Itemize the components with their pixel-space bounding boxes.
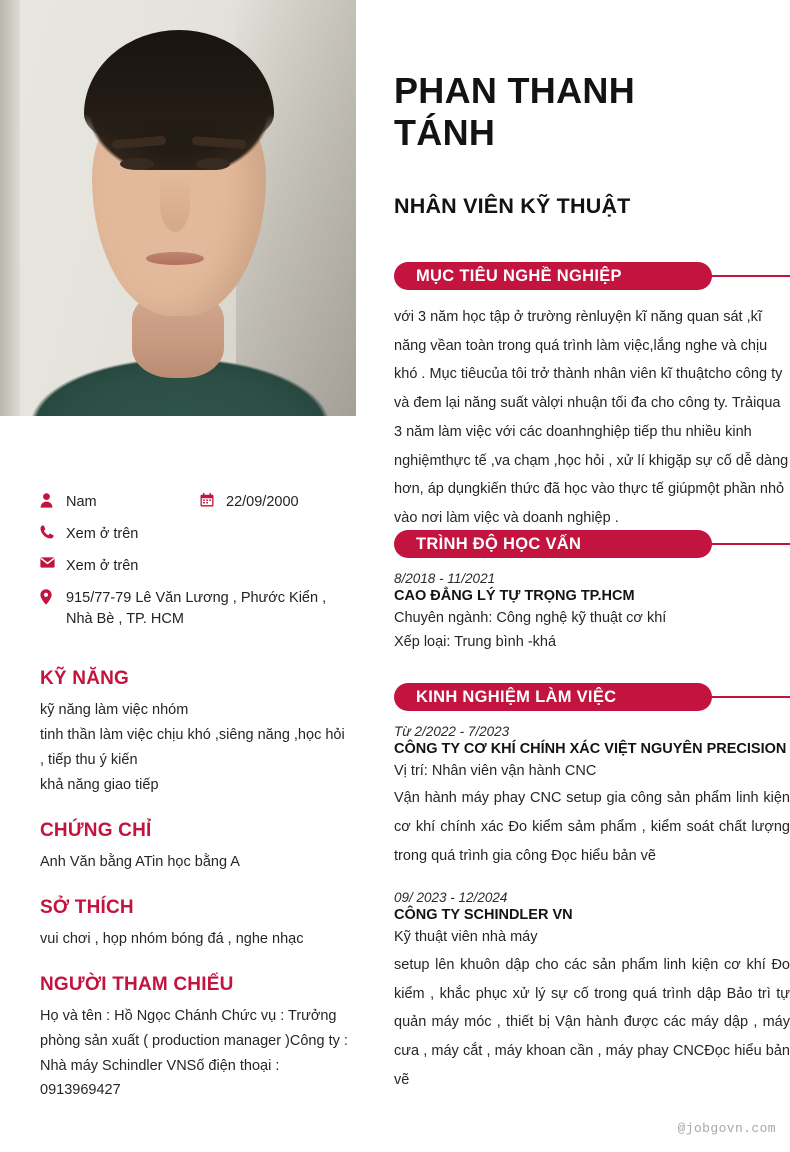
references-title: NGƯỜI THAM CHIẾU [40,973,234,995]
calendar-icon [200,492,226,507]
right-column [394,0,790,1152]
contact-gender-text: Nam [66,494,97,510]
objective-section-header [394,262,790,290]
sidebar-section-skills [40,668,350,798]
experience-position: Kỹ thuật viên nhà máy [394,929,538,946]
experience-section [394,683,790,1110]
objective-section-title: MỤC TIÊU NGHỀ NGHIỆP [394,262,712,290]
sidebar-section-references [40,974,350,1104]
education-grade: Xếp loại: Trung bình -khá [394,634,557,651]
photo-eye-left [120,158,154,170]
experience-entry [394,724,790,870]
sidebar-sections [40,668,350,1125]
location-pin-icon [40,588,66,605]
certificates-item: Anh Văn bằng ATin học bằng A [40,853,240,870]
experience-description: Vận hành máy phay CNC setup gia công sản phẩm linh kiện cơ khí chính xác Đo kiểm sảm phẩm , kiểm soát chất lượng trong quá trình gia công Đọc hiểu bản vẽ [394,790,790,864]
left-column [0,0,360,1152]
contact-gender [40,492,200,513]
objective-section [394,262,790,549]
contact-row-phone [40,524,350,545]
watermark: @jobgovn.com [677,1121,776,1136]
contact-row-email [40,556,350,577]
sidebar-section-hobbies [40,897,350,952]
contact-row-gender-birthdate [40,492,350,513]
experience-body [394,724,790,1094]
skills-item: kỹ năng làm việc nhóm [40,702,189,718]
hobbies-title: SỞ THÍCH [40,896,134,918]
contact-birthdate-text: 22/09/2000 [226,494,299,510]
contact-phone-text: Xem ở trên [66,526,139,543]
references-text: Họ và tên : Hồ Ngọc Chánh Chức vụ : Trưởng phòng sản xuất ( production manager )Công ty : Nhà máy Schindler VNSố điện thoại : 0913969427 [40,1007,348,1099]
education-body [394,571,790,655]
skills-title: KỸ NĂNG [40,668,130,689]
job-title: NHÂN VIÊN KỸ THUẬT [394,194,631,218]
certificates-title: CHỨNG CHỈ [40,819,152,841]
education-major: Chuyên ngành: Công nghệ kỹ thuật cơ khí [394,610,667,626]
photo-eye-right [196,158,230,170]
hobbies-item: vui chơi , họp nhóm bóng đá , nghe nhạc [40,930,304,947]
experience-company: CÔNG TY CƠ KHÍ CHÍNH XÁC VIỆT NGUYÊN PRECISION [394,741,787,757]
contact-email-text: Xem ở trên [66,558,139,575]
education-section-title: TRÌNH ĐỘ HỌC VẤN [394,530,712,558]
person-icon [40,492,66,508]
page-title: PHAN THANH TÁNH [394,70,635,154]
envelope-icon [40,556,66,568]
experience-entry [394,890,790,1094]
education-entry [394,571,790,655]
sidebar-section-certificates [40,820,350,875]
objective-text: với 3 năm học tập ở trường rènluyện kĩ năng quan sát ,kĩ năng vềan toàn trong quá trình làm việc,lắng nghe và chịu khó . Mục tiêucủa tôi trở thành nhân viên kĩ thuậtcho công ty và đem lại năng suất vàlợi nhuận tối đa cho công ty. Trảiqua 3 năm làm việc với các doanhnghiệp tiếp thu nhiều kinh nghiệmthực tế ,va chạm ,học hỏi , xử lí khigặp sự cố dễ dàng hơn, áp dụngkiến thức đã học vào thực tế giúpmột phần nhỏ vào nơi làm việc và doanh nghiệp . [394,309,789,526]
experience-section-title: KINH NGHIỆM LÀM VIỆC [394,683,712,711]
skills-item: tinh thần làm việc chịu khó ,siêng năng ,học hỏi , tiếp thu ý kiến [40,726,345,768]
experience-date: 09/ 2023 - 12/2024 [394,890,508,906]
experience-section-header [394,683,790,711]
objective-body [394,303,790,533]
experience-position: Vị trí: Nhân viên vận hành CNC [394,763,597,779]
profile-photo [0,0,356,416]
education-section [394,530,790,671]
experience-description: setup lên khuôn dập cho các sản phẩm linh kiện cơ khí Đo kiểm , khắc phục xử lý sự cố trong quá trình dập Bảo trì tự quản máy móc , thiết bị Vận hành được các máy dập , máy cưa , máy cắt , máy khoan cần , máy phay CNCĐọc hiểu bản vẽ [394,956,790,1088]
contact-address-text: 915/77-79 Lê Văn Lương , Phước Kiển , Nhà Bè , TP. HCM [66,590,327,628]
education-school: CAO ĐẲNG LÝ TỰ TRỌNG TP.HCM [394,588,635,604]
contact-birthdate [200,492,299,513]
experience-date: Từ 2/2022 - 7/2023 [394,724,510,739]
education-date: 8/2018 - 11/2021 [394,571,496,586]
contact-row-address [40,588,350,630]
contact-block [40,492,350,641]
experience-company: CÔNG TY SCHINDLER VN [394,907,573,924]
photo-mouth [146,252,204,265]
skills-item: khả năng giao tiếp [40,776,159,793]
phone-icon [40,524,66,539]
entry-spacer [394,874,790,890]
photo-nose [160,176,190,232]
education-section-header [394,530,790,558]
